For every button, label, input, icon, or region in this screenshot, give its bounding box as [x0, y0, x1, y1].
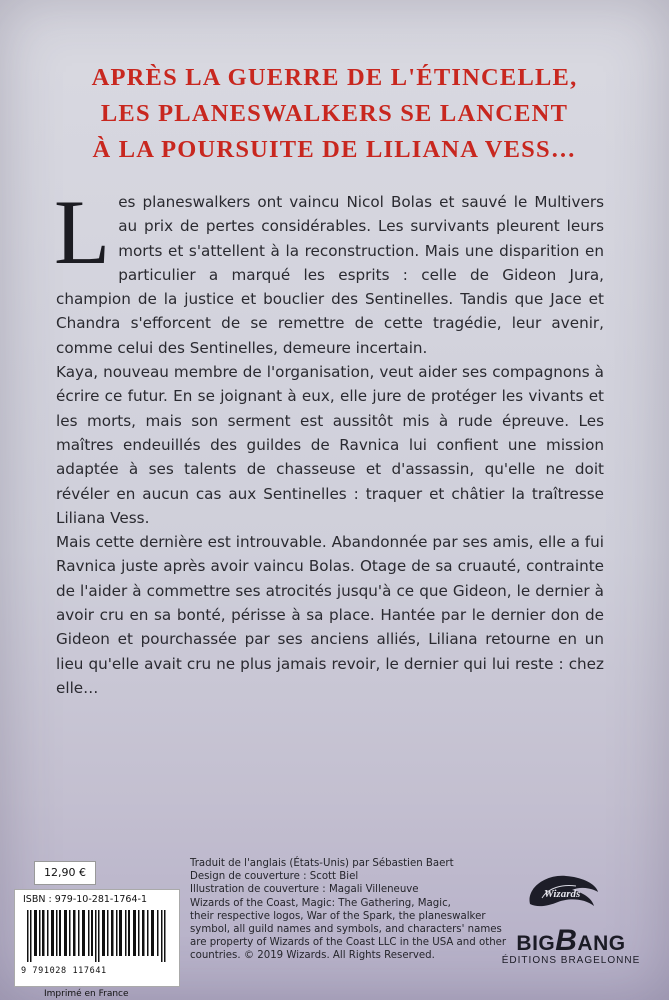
credit-line: countries. © 2019 Wizards. All Rights Reserved. — [190, 950, 435, 962]
barcode-block — [14, 861, 178, 999]
synopsis-paragraph-1 — [54, 181, 604, 360]
wizards-logo-text: Wizards — [544, 888, 581, 900]
headline-line-3: À LA POURSUITE DE LILIANA VESS… — [92, 136, 577, 163]
drop-cap: L — [54, 181, 111, 283]
headline — [40, 60, 629, 168]
credit-line: are property of Wizards of the Coast LLC in the USA and other — [190, 937, 507, 949]
barcode-digits: 9 791028 117641 — [21, 966, 107, 976]
isbn: ISBN : 979-10-281-1764-1 — [23, 894, 147, 905]
credit-line: Illustration de couverture : Magali Villeneuve — [190, 884, 419, 896]
credit-line: Traduit de l'anglais (États-Unis) par Sébastien Baert — [190, 858, 454, 869]
publisher-name-suffix: ANG — [577, 932, 626, 955]
publisher-name-prefix: BIG — [516, 932, 556, 955]
publisher-logo — [496, 924, 646, 958]
synopsis-paragraph-2: Kaya, nouveau membre de l'organisation, veut aider ses compagnons à écrire ce futur. En se joignant à eux, elle jure de protéger les vivants et les morts, mais son serment est aussitôt mis à rude épreuve. Les maîtres endeuillés des guildes de Ravnica lui confient une mission adaptée à ses talents de chasseuse et d'assassin, qu'elle ne doit révéler en aucun cas aux Sentinelles : traquer et châtier la traîtresse Liliana Vess. — [56, 363, 604, 527]
printed-in: Imprimé en France — [44, 989, 129, 999]
credits — [190, 857, 507, 963]
barcode-icon — [27, 910, 167, 962]
headline-line-2: LES PLANESWALKERS SE LANCENT — [100, 100, 569, 127]
wizards-logo-icon — [522, 868, 602, 920]
synopsis-paragraph-3: Mais cette dernière est introuvable. Abandonnée par ses amis, elle a fui Ravnica juste après avoir vaincu Bolas. Otage de sa cruauté, contrainte de l'aider à commettre ses atrocités jusqu'à ce que Gideon, le dernier à avoir cru en sa bonté, périsse à sa place. Hantée par le dernier don de Gideon et pourchassée par ses anciens alliés, Liliana retourne en un lieu qu'elle avait cru ne plus jamais revoir, le dernier qui lui reste : chez elle… — [56, 533, 604, 697]
publisher-editions: ÉDITIONS BRAGELONNE — [501, 955, 641, 966]
publisher-name-b: B — [555, 924, 578, 957]
synopsis-paragraph-1-text: es planeswalkers ont vaincu Nicol Bolas et sauvé le Multivers au prix de pertes considérables. Les survivants pleurent leurs morts et s'attellent à la reconstruction. Mais une disparition en particulier a marqué les esprits : celle de Gideon Jura, champion de la justice et bouclier des Sentinelles. Tandis que Jace et Chandra s'efforcent de se remettre de cette tragédie, leur avenir, comme celui des Sentinelles, demeure incertain. — [56, 193, 604, 357]
headline-line-1: APRÈS LA GUERRE DE L'ÉTINCELLE, — [91, 64, 578, 91]
credit-line: Wizards of the Coast, Magic: The Gathering, Magic, — [190, 897, 451, 909]
barcode-panel — [14, 889, 180, 987]
synopsis — [54, 181, 604, 700]
credit-line: Design de couverture : Scott Biel — [190, 871, 359, 883]
credit-line: symbol, all guild names and symbols, and characters' names — [190, 924, 502, 936]
credit-line: their respective logos, War of the Spark, the planeswalker — [190, 910, 486, 922]
price-tag: 12,90 € — [34, 861, 96, 885]
